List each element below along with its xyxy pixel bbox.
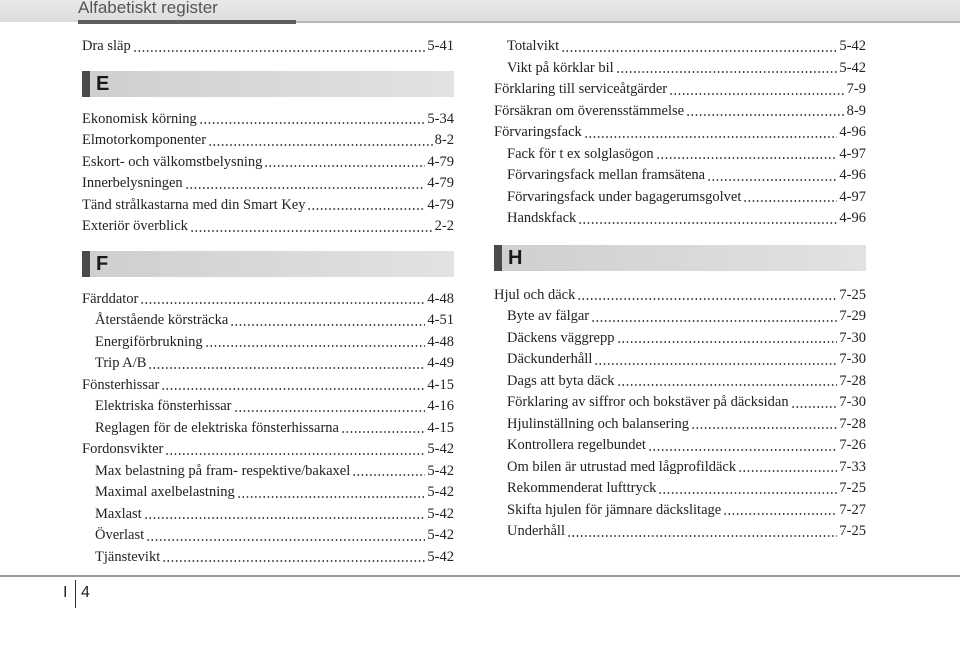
entry-page-ref: 7-30 [839,351,866,367]
dot-leader [162,560,425,562]
index-entry [82,310,454,332]
entry-label: Byte av fälgar [507,308,590,324]
entry-label: Dags att byta däck [507,372,615,389]
entry-page-ref: 5-42 [427,505,454,522]
index-entry [82,130,454,152]
entry-label: Innerbelysningen [82,175,183,191]
entry-page-ref: 7-25 [839,286,866,303]
dot-leader [199,122,426,124]
dot-leader [584,136,838,138]
index-entry [82,332,454,354]
entry-label: Hjul och däck [494,286,576,303]
page-number: 4 [81,584,90,601]
entry-label: Exteriör överblick [82,218,188,234]
footer-rule [0,575,960,577]
index-entry [82,439,454,461]
entry-label: Totalvikt [507,38,560,54]
index-entry [82,504,454,526]
dot-leader [264,165,425,167]
entry-page-ref: 4-51 [427,312,454,328]
entry-page-ref: 4-49 [427,355,454,371]
dot-leader [307,208,425,210]
entry-page-ref: 4-79 [427,196,454,213]
dot-leader [658,492,837,494]
dot-leader [133,50,426,52]
entry-label: Fönsterhissar [82,376,160,393]
index-entry [82,36,454,58]
dot-leader [165,453,425,455]
dot-leader [234,410,426,412]
entry-page-ref: 8-9 [846,102,866,119]
index-entry [494,349,866,371]
section-header-e: E [82,71,454,97]
dot-leader [577,298,837,300]
dot-leader [616,71,838,73]
dot-leader [686,114,845,116]
entry-label: Maxlast [95,505,142,522]
entry-page-ref: 7-30 [839,329,866,346]
entry-page-ref: 7-28 [839,372,866,389]
dot-leader [146,539,425,541]
entry-label: Förklaring av siffror och bokstäver på däcksidan [507,394,789,410]
footer-section-letter: I [63,584,68,601]
index-entry [82,547,454,569]
entry-label: Förvaringsfack [494,124,582,140]
index-entry [82,418,454,440]
index-entry [494,122,866,144]
index-entry [494,306,866,328]
dot-leader [617,384,838,386]
dot-leader [669,93,845,95]
index-entry [494,101,866,123]
index-column-right [494,36,866,543]
entry-label: Handskfack [507,210,577,226]
index-entry [494,144,866,166]
header-rule [78,20,296,24]
index-entry [82,289,454,311]
section-header-f: F [82,251,454,277]
dot-leader [161,388,425,390]
dot-leader [140,302,425,304]
entry-label: Om bilen är utrustad med lågprofildäck [507,458,737,475]
index-column-left [82,36,454,568]
index-entry [494,521,866,543]
entry-label: Fack för t ex solglasögon [507,145,654,162]
entry-label: Rekommenderat lufttryck [507,480,657,496]
entry-page-ref: 7-25 [839,480,866,496]
entry-page-ref: 5-42 [427,548,454,565]
entry-label: Maximal axelbelastning [95,484,235,500]
entry-label: Skifta hjulen för jämnare däckslitage [507,501,722,518]
entry-label: Energiförbrukning [95,333,203,350]
entry-page-ref: 5-42 [839,38,866,54]
dot-leader [144,517,426,519]
index-entry [494,58,866,80]
entry-label: Förvaringsfack under bagagerumsgolvet [507,188,742,205]
dot-leader [237,496,426,498]
index-entry [494,79,866,101]
entry-page-ref: 5-34 [427,110,454,127]
entry-list [494,36,866,230]
index-entry [494,392,866,414]
entry-label: Underhåll [507,523,565,539]
index-entry [494,208,866,230]
page-title: Alfabetiskt register [78,0,218,17]
entry-label: Hjulinställning och balansering [507,415,690,432]
entry-page-ref: 4-15 [427,376,454,393]
dot-leader [691,427,837,429]
index-entry [82,109,454,131]
index-entry [494,371,866,393]
entry-list [82,289,454,569]
entry-label: Tjänstevikt [95,548,161,565]
index-entry [494,478,866,500]
entry-page-ref: 5-42 [427,441,454,457]
entry-page-ref: 7-30 [839,394,866,410]
entry-page-ref: 7-28 [839,415,866,432]
index-entry [82,482,454,504]
index-entry [494,165,866,187]
entry-page-ref: 4-79 [427,153,454,170]
entry-label: Ekonomisk körning [82,110,197,127]
dot-leader [148,367,425,369]
dot-leader [791,406,838,408]
entry-label: Elektriska fönsterhissar [95,398,232,414]
entry-label: Däckunderhåll [507,351,593,367]
dot-leader [578,222,837,224]
dot-leader [591,320,837,322]
index-entry [494,328,866,350]
entry-label: Max belastning på fram- respektive/bakaxel [95,462,351,479]
index-entry [494,414,866,436]
dot-leader [561,50,837,52]
entry-page-ref: 7-33 [839,458,866,475]
entry-label: Återstående körsträcka [95,312,229,328]
header-rule-light [296,21,960,23]
dot-leader [707,179,837,181]
entry-page-ref: 4-96 [839,124,866,140]
index-entry [494,435,866,457]
entry-label: Försäkran om överensstämmelse [494,102,685,119]
entry-page-ref: 5-42 [427,462,454,479]
entry-page-ref: 7-27 [839,501,866,518]
index-entry [82,173,454,195]
entry-label: Elmotorkomponenter [82,132,207,148]
entry-page-ref: 4-96 [839,167,866,183]
entry-list [82,36,454,58]
dot-leader [208,144,433,146]
section-header-h: H [494,245,866,271]
entry-page-ref: 4-16 [427,398,454,414]
entry-page-ref: 2-2 [434,218,454,234]
footer-separator [75,580,76,608]
index-entry [82,525,454,547]
dot-leader [617,341,838,343]
entry-label: Överlast [95,527,145,543]
index-entry [82,195,454,217]
dot-leader [230,324,425,326]
dot-leader [352,474,425,476]
entry-page-ref: 5-42 [427,484,454,500]
dot-leader [567,535,837,537]
dot-leader [185,187,426,189]
dot-leader [656,157,838,159]
entry-page-ref: 4-79 [427,175,454,191]
index-entry [494,457,866,479]
index-entry [82,216,454,238]
entry-page-ref: 8-2 [434,132,454,148]
dot-leader [190,230,433,232]
entry-page-ref: 7-26 [839,437,866,453]
entry-label: Eskort- och välkomstbelysning [82,153,263,170]
entry-label: Förvaringsfack mellan framsätena [507,167,706,183]
index-entry [494,187,866,209]
entry-page-ref: 4-48 [427,290,454,307]
entry-page-ref: 7-25 [839,523,866,539]
entry-page-ref: 5-42 [427,527,454,543]
index-entry [82,152,454,174]
entry-page-ref: 4-97 [839,145,866,162]
entry-page-ref: 7-9 [846,81,866,97]
entry-label: Kontrollera regelbundet [507,437,646,453]
entry-page-ref: 5-42 [839,59,866,76]
index-entry [494,500,866,522]
dot-leader [648,449,838,451]
entry-list [494,285,866,543]
entry-label: Dra släp [82,38,131,54]
entry-label: Färddator [82,290,139,307]
index-entry [494,285,866,307]
entry-page-ref: 4-48 [427,333,454,350]
entry-label: Vikt på körklar bil [507,59,614,76]
dot-leader [743,200,837,202]
entry-list [82,109,454,238]
dot-leader [205,345,426,347]
dot-leader [341,431,425,433]
entry-page-ref: 4-96 [839,210,866,226]
entry-page-ref: 4-97 [839,188,866,205]
entry-page-ref: 4-15 [427,419,454,436]
index-entry [82,375,454,397]
entry-label: Däckens väggrepp [507,329,615,346]
entry-label: Reglagen för de elektriska fönsterhissarna [95,419,339,436]
entry-page-ref: 5-41 [427,38,454,54]
dot-leader [594,363,837,365]
dot-leader [738,470,837,472]
index-entry [494,36,866,58]
entry-label: Tänd strålkastarna med din Smart Key [82,196,306,213]
index-entry [82,353,454,375]
entry-page-ref: 7-29 [839,308,866,324]
dot-leader [723,513,837,515]
entry-label: Förklaring till serviceåtgärder [494,81,668,97]
entry-label: Fordonsvikter [82,441,164,457]
index-entry [82,396,454,418]
entry-label: Trip A/B [95,355,147,371]
index-entry [82,461,454,483]
